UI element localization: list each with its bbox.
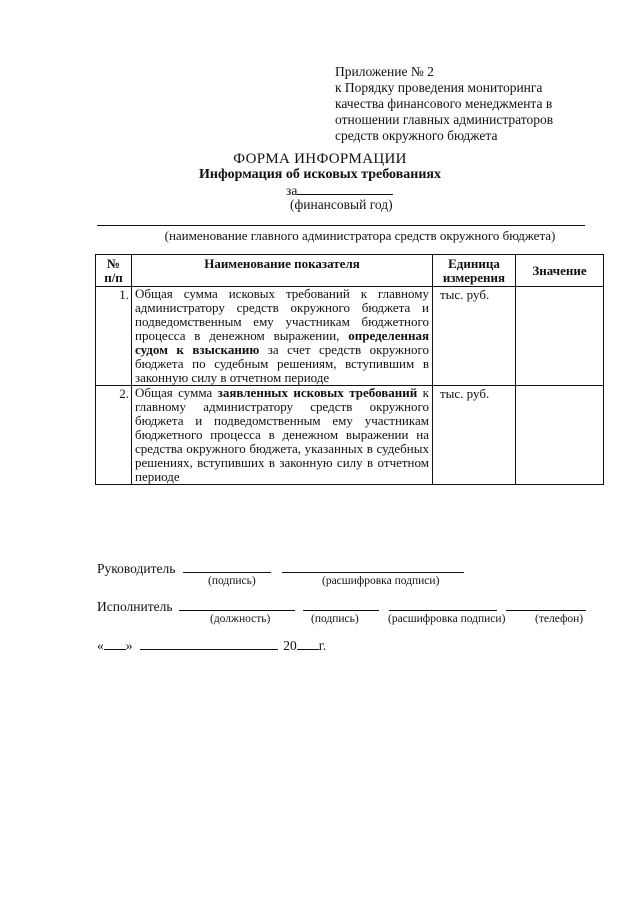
date-open-quote: « (97, 638, 104, 653)
row-num: 2. (96, 386, 132, 485)
date-century: 20 (283, 638, 297, 653)
table-row (96, 386, 604, 485)
row-value-cell[interactable] (516, 287, 604, 386)
table-row (96, 287, 604, 386)
row-text-part: за счет средств окружного бюджета по судебным решениям, вступившим в законную силу в отчетном периоде (135, 342, 429, 385)
executor-position-line (179, 598, 295, 611)
executor-decode-line (389, 598, 497, 611)
executor-sign-line (303, 598, 379, 611)
row-text-part: Общая сумма исковых требований к главному администратору средств окружного бюджета и подведомственным ему участникам бюджетного процесса в денежном выражении, (135, 286, 429, 343)
date-row (97, 637, 326, 654)
appendix-line: средств окружного бюджета (335, 128, 498, 143)
col-header-unit: Единица измерения (433, 255, 516, 287)
executor-phone-caption: (телефон) (535, 613, 584, 625)
col-header-name: Наименование показателя (132, 255, 433, 287)
appendix-block (335, 64, 553, 144)
appendix-line: качества финансового менеджмента в (335, 96, 553, 111)
row-num: 1. (96, 287, 132, 386)
indicators-table (95, 254, 604, 485)
admin-caption: (наименование главного администратора средств окружного бюджета) (164, 228, 556, 243)
executor-sign-caption: (подпись) (311, 613, 359, 625)
head-sign-caption: (подпись) (208, 575, 256, 587)
form-title: ФОРМА ИНФОРМАЦИИ (233, 151, 407, 167)
date-year-line (297, 637, 319, 650)
date-close-quote: » (125, 638, 133, 653)
executor-position-caption: (должность) (210, 613, 271, 625)
row-text-part: Общая сумма (135, 385, 218, 400)
row-indicator-text (132, 386, 433, 485)
col-header-value: Значение (516, 255, 604, 287)
head-decode-caption: (расшифровка подписи) (322, 575, 440, 587)
date-month-line (140, 637, 278, 650)
row-unit: тыс. руб. (433, 386, 516, 485)
appendix-title: Приложение № 2 (335, 64, 434, 79)
form-subtitle: Информация об исковых требованиях (199, 167, 441, 182)
admin-name-line (97, 225, 585, 226)
row-text-emphasis: определенная судом к взысканию (135, 328, 429, 357)
row-indicator-text (132, 287, 433, 386)
period-blank-line (297, 182, 393, 195)
period-caption: (финансовый год) (290, 197, 393, 212)
col-header-num: № п/п (96, 255, 132, 287)
row-text-part: к главному администратору средств окружного бюджета и подведомственным ему участникам бюджетного процесса в денежном выражении на средства окружного бюджета, указанных в судебных решениях, вступивших в законную силу в отчетном периоде (135, 385, 429, 484)
date-year-suffix: г. (318, 638, 327, 653)
row-value-cell[interactable] (516, 386, 604, 485)
head-decode-line (282, 560, 464, 573)
executor-decode-caption: (расшифровка подписи) (388, 613, 506, 625)
table-header-row (96, 255, 604, 287)
date-day-line (104, 637, 126, 650)
row-text-emphasis: заявленных исковых требований (217, 385, 418, 400)
executor-phone-line (506, 598, 586, 611)
appendix-line: к Порядку проведения мониторинга (335, 80, 543, 95)
executor-label: Исполнитель (97, 599, 173, 614)
period-prefix: за (286, 183, 298, 198)
appendix-line: отношении главных администраторов (335, 112, 554, 127)
row-unit: тыс. руб. (433, 287, 516, 386)
head-sign-line (183, 560, 271, 573)
head-label: Руководитель (97, 561, 176, 576)
